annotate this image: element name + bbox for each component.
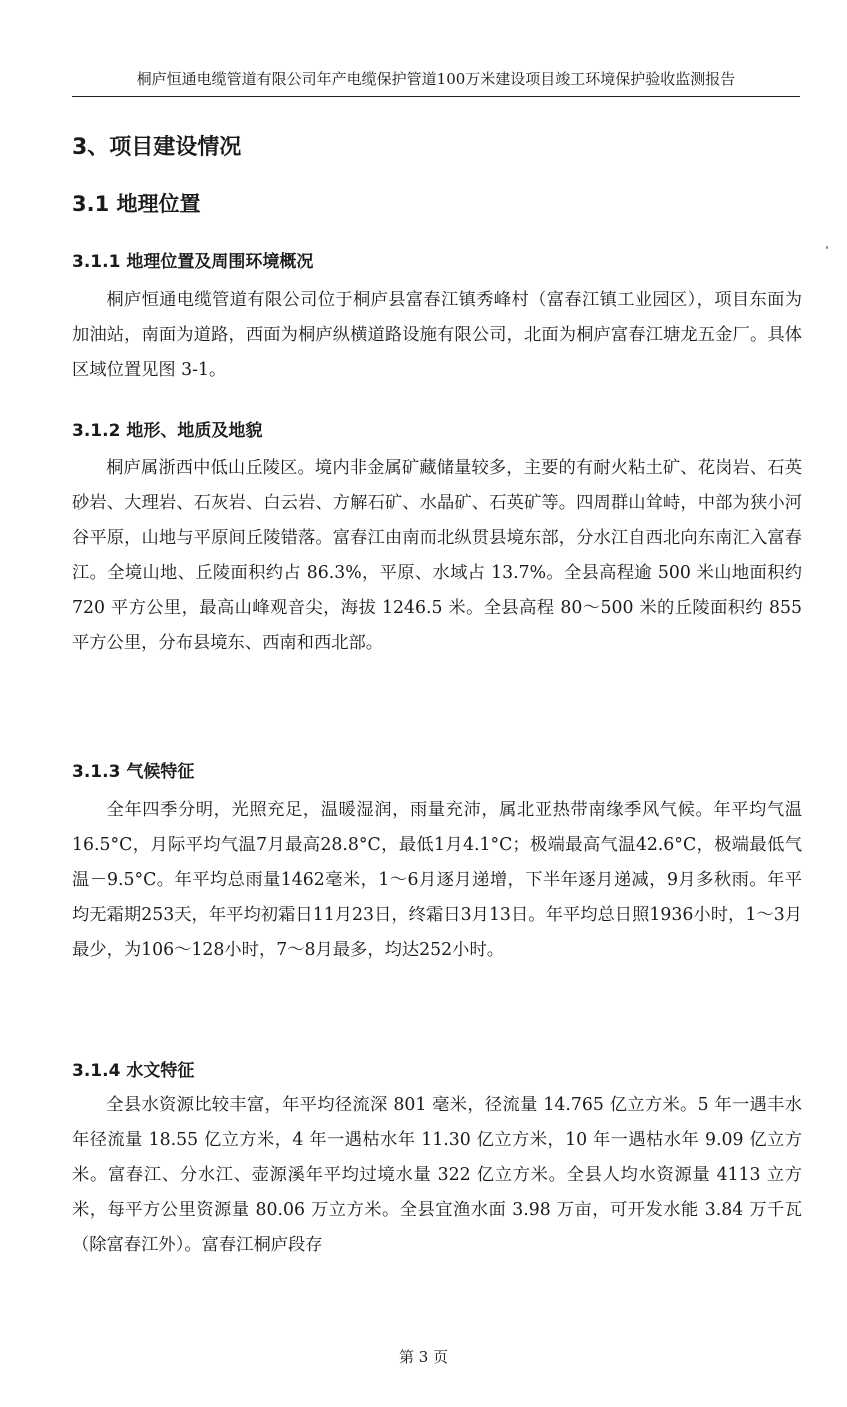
header-rule bbox=[72, 96, 800, 97]
paragraph-3-1-4 bbox=[72, 1088, 802, 1263]
paragraph-text: 全年四季分明，光照充足，温暖湿润，雨量充沛，属北亚热带南缘季风气候。年平均气温16.5°C，月际平均气温7月最高28.8°C，最低1月4.1°C；极端最高气温42.6°C，极端最低气温－9.5°C。年平均总雨量1462毫米，1～6月逐月递增，下半年逐月递减，9月多秋雨。年平均无霜期253天，年平均初霜日11月23日，终霜日3月13日。年平均总日照1936小时，1～3月最少，为106～128小时，7～8月最多，均达252小时。 bbox=[72, 800, 802, 960]
paragraph-3-1-2 bbox=[72, 451, 802, 661]
heading-3-1-1: 3.1.1 地理位置及周围环境概况 bbox=[72, 252, 314, 272]
heading-3-1-2: 3.1.2 地形、地质及地貌 bbox=[72, 421, 263, 441]
page-header: 桐庐恒通电缆管道有限公司年产电缆保护管道100万米建设项目竣工环境保护验收监测报告 bbox=[136, 70, 736, 88]
subsection-title: 3.1 地理位置 bbox=[72, 192, 201, 216]
section-title: 3、项目建设情况 bbox=[72, 135, 242, 160]
paragraph-3-1-1 bbox=[72, 283, 802, 388]
heading-3-1-3: 3.1.3 气候特征 bbox=[72, 762, 195, 782]
heading-3-1-4: 3.1.4 水文特征 bbox=[72, 1061, 195, 1081]
paragraph-text: 桐庐恒通电缆管道有限公司位于桐庐县富春江镇秀峰村（富春江镇工业园区），项目东面为加油站，南面为道路，西面为桐庐纵横道路设施有限公司，北面为桐庐富春江塘龙五金厂。具体区域位置见图 3-1。 bbox=[72, 290, 802, 380]
page-number: 第 3 页 bbox=[398, 1348, 449, 1366]
paragraph-3-1-3 bbox=[72, 793, 802, 968]
paragraph-text: 桐庐属浙西中低山丘陵区。境内非金属矿藏储量较多，主要的有耐火粘土矿、花岗岩、石英砂岩、大理岩、石灰岩、白云岩、方解石矿、水晶矿、石英矿等。四周群山耸峙，中部为狭小河谷平原，山地与平原间丘陵错落。富春江由南而北纵贯县境东部，分水江自西北向东南汇入富春江。全境山地、丘陵面积约占 86.3%，平原、水域占 13.7%。全县高程逾 500 米山地面积约 720 平方公里，最高山峰观音尖，海拔 1246.5 米。全县高程 80～500 米的丘陵面积约 855 平方公里，分布县境东、西南和西北部。 bbox=[72, 458, 802, 653]
scan-speck bbox=[826, 246, 828, 249]
paragraph-text: 全县水资源比较丰富，年平均径流深 801 毫米，径流量 14.765 亿立方米。5 年一遇丰水年径流量 18.55 亿立方米，4 年一遇枯水年 11.30 亿立方米，10 年一遇枯水年 9.09 亿立方米。富春江、分水江、壶源溪年平均过境水量 322 亿立方米。全县人均水资源量 4113 立方米，每平方公里资源量 80.06 万立方米。全县宜渔水面 3.98 万亩，可开发水能 3.84 万千瓦（除富春江外）。富春江桐庐段存 bbox=[72, 1095, 802, 1255]
